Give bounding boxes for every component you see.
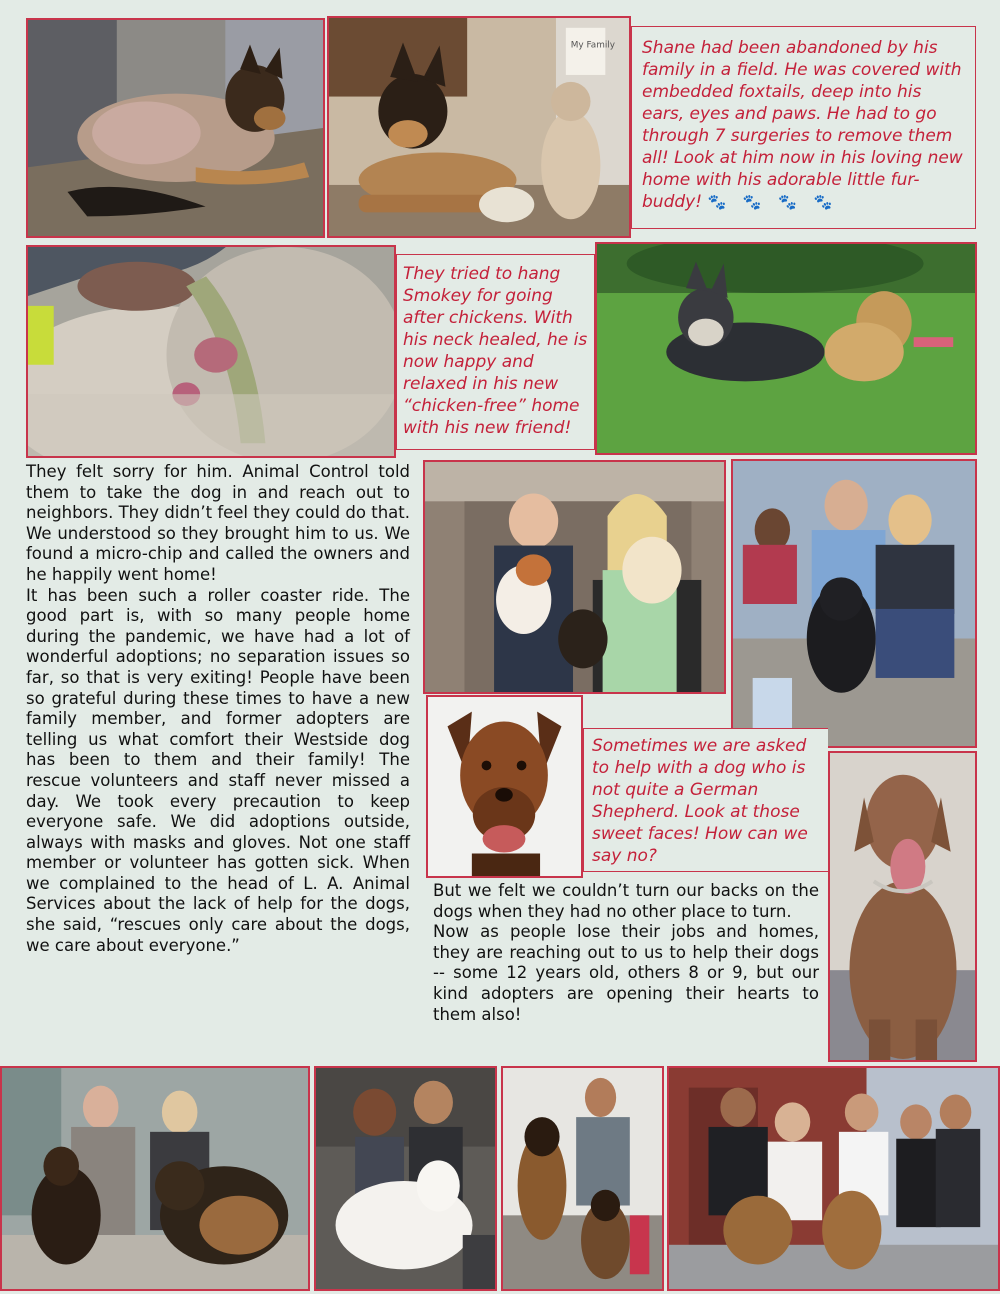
article-left-column [26, 462, 410, 1062]
caption-smokey-text: They tried to hang Smokey for going after chickens. With his neck healed, he is now happy and relaxed in his new “chicken-free” home with his new friend! [403, 264, 588, 438]
caption-not-shepherd [583, 728, 828, 872]
caption-shane [631, 26, 976, 229]
photo-bottom-group-shepherds [667, 1066, 1000, 1291]
photo-smokey-neck [26, 245, 396, 458]
article-left-paragraph-1: They felt sorry for him. Animal Control told them to take the dog in and reach out to neighbors. They didn’t feel they could do that. We understood so they brought him to us. We found a micro-chip and called the owners and he happily went home! [26, 462, 410, 584]
caption-shane-text: Shane had been abandoned by his family in a field. He was covered with embedded foxtails, deep into his ears, eyes and paws. He had to go through 7 surgeries to remove them all! Look at him now in his loving new home with his adorable little fur-buddy! [642, 38, 963, 212]
photo-smokey-park [595, 242, 977, 455]
caption-smokey [396, 254, 595, 450]
photo-family-black-dog [731, 459, 977, 748]
paw-prints-icon: 🐾 🐾 🐾 🐾 [707, 193, 839, 211]
photo-bottom-white-shepherd [314, 1066, 497, 1291]
article-right-column [433, 881, 819, 1061]
photo-hound-closeup [426, 695, 583, 878]
photo-bottom-couple-shepherds [0, 1066, 310, 1291]
photo-kids-with-dogs [423, 460, 726, 694]
article-right-paragraph-1: But we felt we couldn’t turn our backs on the dogs when they had no other place to turn. [433, 881, 819, 921]
photo-shane-after [327, 16, 631, 238]
caption-not-shepherd-text: Sometimes we are asked to help with a dog who is not quite a German Shepherd. Look at those sweet faces! How can we say no? [592, 736, 808, 866]
photo-shane-before [26, 18, 325, 238]
article-left-paragraph-2: It has been such a roller coaster ride. The good part is, with so many people home during the pandemic, we have had a lot of wonderful adoptions; no separation issues so far, so that is very exiting! People have been so grateful during these times to have a new family member, and former adopters are telling us what comfort their Westside dog has been to them and their family! The rescue volunteers and staff never missed a day. We took every precaution to keep everyone safe. We did adoptions outside, always with masks and gloves. Not one staff member or volunteer has gotten sick. When we complained to the head of L. A. Animal Services about the lack of help for the dogs, she said, “rescues only care about the dogs, we care about everyone.” [26, 585, 410, 955]
photo-weimaraner [828, 751, 977, 1062]
photo-bottom-man-two-shepherds [501, 1066, 664, 1291]
article-right-paragraph-2: Now as people lose their jobs and homes, they are reaching out to us to help their dogs -- some 12 years old, others 8 or 9, but our kind adopters are opening their hearts to them also! [433, 922, 819, 1024]
photo-sign-text: My Family [570, 40, 616, 51]
